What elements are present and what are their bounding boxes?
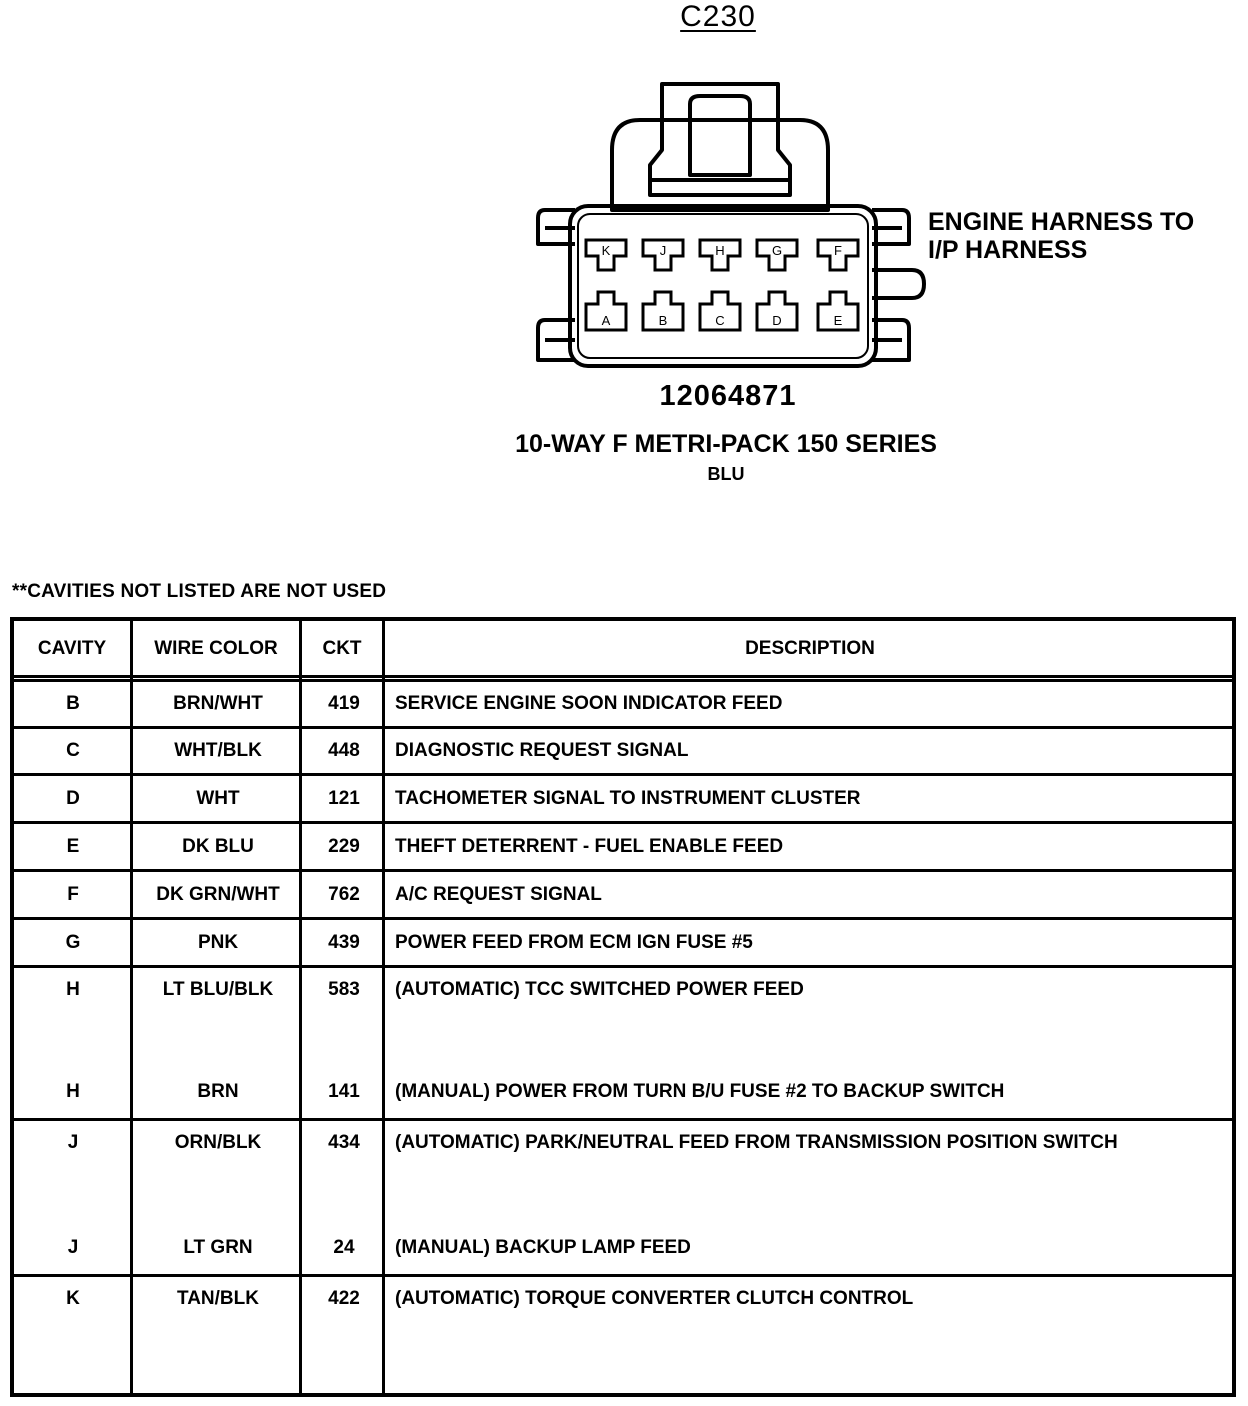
row-divider xyxy=(14,869,1232,872)
cell-ckt: 141 xyxy=(328,1081,360,1102)
harness-label xyxy=(928,208,1194,264)
col-divider xyxy=(382,621,385,1393)
cell-ckt: 762 xyxy=(328,883,360,905)
cell-description: DIAGNOSTIC REQUEST SIGNAL xyxy=(395,740,689,761)
connector-color: BLU xyxy=(707,464,745,484)
cell-description: (MANUAL) BACKUP LAMP FEED xyxy=(395,1237,691,1258)
col-divider xyxy=(299,621,302,1393)
cell-description: POWER FEED FROM ECM IGN FUSE #5 xyxy=(395,931,753,953)
cell-wire-color: DK BLU xyxy=(182,835,254,857)
cavity-label-c: C xyxy=(715,313,725,328)
cell-wire-color: WHT xyxy=(196,787,240,809)
header-ckt: CKT xyxy=(322,638,362,659)
locking-tab xyxy=(872,270,924,298)
connector-face-diagram xyxy=(0,0,1248,380)
cavity-label-h: H xyxy=(715,243,725,258)
cavity-label-f: F xyxy=(834,243,842,258)
cell-description: (AUTOMATIC) TCC SWITCHED POWER FEED xyxy=(395,979,804,1000)
cell-description: (AUTOMATIC) TORQUE CONVERTER CLUTCH CONTROL xyxy=(395,1288,914,1309)
cell-cavity: E xyxy=(66,835,80,857)
cell-wire-color: BRN xyxy=(197,1081,239,1102)
cell-wire-color: LT BLU/BLK xyxy=(162,979,274,1000)
cell-wire-color: PNK xyxy=(197,931,239,953)
header-wire-color: WIRE COLOR xyxy=(154,638,278,659)
cavity-note: **CAVITIES NOT LISTED ARE NOT USED xyxy=(12,581,387,602)
cell-cavity: B xyxy=(66,693,80,714)
cell-description: TACHOMETER SIGNAL TO INSTRUMENT CLUSTER xyxy=(395,787,861,809)
cell-cavity: G xyxy=(65,931,81,953)
harness-label-line1: ENGINE HARNESS TO xyxy=(928,208,1195,236)
cell-ckt: 448 xyxy=(328,740,360,761)
cavity-label-a: A xyxy=(601,313,611,328)
cell-description: THEFT DETERRENT - FUEL ENABLE FEED xyxy=(395,835,784,857)
row-divider xyxy=(14,821,1232,824)
connector-body xyxy=(570,206,876,366)
cell-wire-color: TAN/BLK xyxy=(177,1288,259,1309)
cavity-label-k: K xyxy=(601,243,611,258)
cavity-label-g: G xyxy=(771,243,783,258)
cell-ckt: 121 xyxy=(328,787,360,809)
cell-cavity: J xyxy=(67,1132,79,1153)
cell-description: (AUTOMATIC) PARK/NEUTRAL FEED FROM TRANSMISSION POSITION SWITCH xyxy=(395,1132,1118,1153)
cell-description: (MANUAL) POWER FROM TURN B/U FUSE #2 TO BACKUP SWITCH xyxy=(395,1081,1005,1102)
cell-ckt: 422 xyxy=(328,1288,360,1309)
cavity-label-e: E xyxy=(833,313,843,328)
cell-description: SERVICE ENGINE SOON INDICATOR FEED xyxy=(395,693,783,714)
cell-cavity: H xyxy=(66,1081,80,1102)
cavity-label-b: B xyxy=(658,313,668,328)
row-divider xyxy=(14,965,1232,968)
part-number: 12064871 xyxy=(659,380,797,412)
header-cavity: CAVITY xyxy=(37,638,107,659)
cell-wire-color: DK GRN/WHT xyxy=(156,883,280,905)
cell-cavity: D xyxy=(66,787,80,809)
cell-wire-color: LT GRN xyxy=(183,1237,253,1258)
cell-ckt: 229 xyxy=(328,835,360,857)
cell-ckt: 439 xyxy=(328,931,360,953)
cell-cavity: K xyxy=(66,1288,80,1309)
row-divider xyxy=(14,1274,1232,1277)
cavity-label-j: J xyxy=(659,243,667,258)
row-divider xyxy=(14,726,1232,729)
cell-description: A/C REQUEST SIGNAL xyxy=(395,883,602,905)
harness-label-line2: I/P HARNESS xyxy=(928,236,1088,264)
cell-ckt: 583 xyxy=(328,979,360,1000)
cell-wire-color: ORN/BLK xyxy=(174,1132,262,1153)
cavity-label-d: D xyxy=(772,313,782,328)
cell-cavity: F xyxy=(67,883,79,905)
header-description: DESCRIPTION xyxy=(745,638,875,659)
row-divider xyxy=(14,773,1232,776)
connector-type: 10-WAY F METRI-PACK 150 SERIES xyxy=(515,430,937,458)
cell-ckt: 419 xyxy=(328,693,360,714)
cell-ckt: 24 xyxy=(333,1237,355,1258)
cell-cavity: H xyxy=(66,979,80,1000)
row-divider xyxy=(14,1118,1232,1121)
row-divider xyxy=(14,917,1232,920)
cell-ckt: 434 xyxy=(328,1132,360,1153)
cell-wire-color: WHT/BLK xyxy=(174,740,262,761)
cell-wire-color: BRN/WHT xyxy=(173,693,263,714)
connector-title: C230 xyxy=(680,0,756,33)
header-divider-2 xyxy=(14,679,1232,682)
col-divider xyxy=(130,621,133,1393)
cell-cavity: C xyxy=(66,740,80,761)
pinout-table xyxy=(10,617,1236,1397)
cell-cavity: J xyxy=(67,1237,79,1258)
